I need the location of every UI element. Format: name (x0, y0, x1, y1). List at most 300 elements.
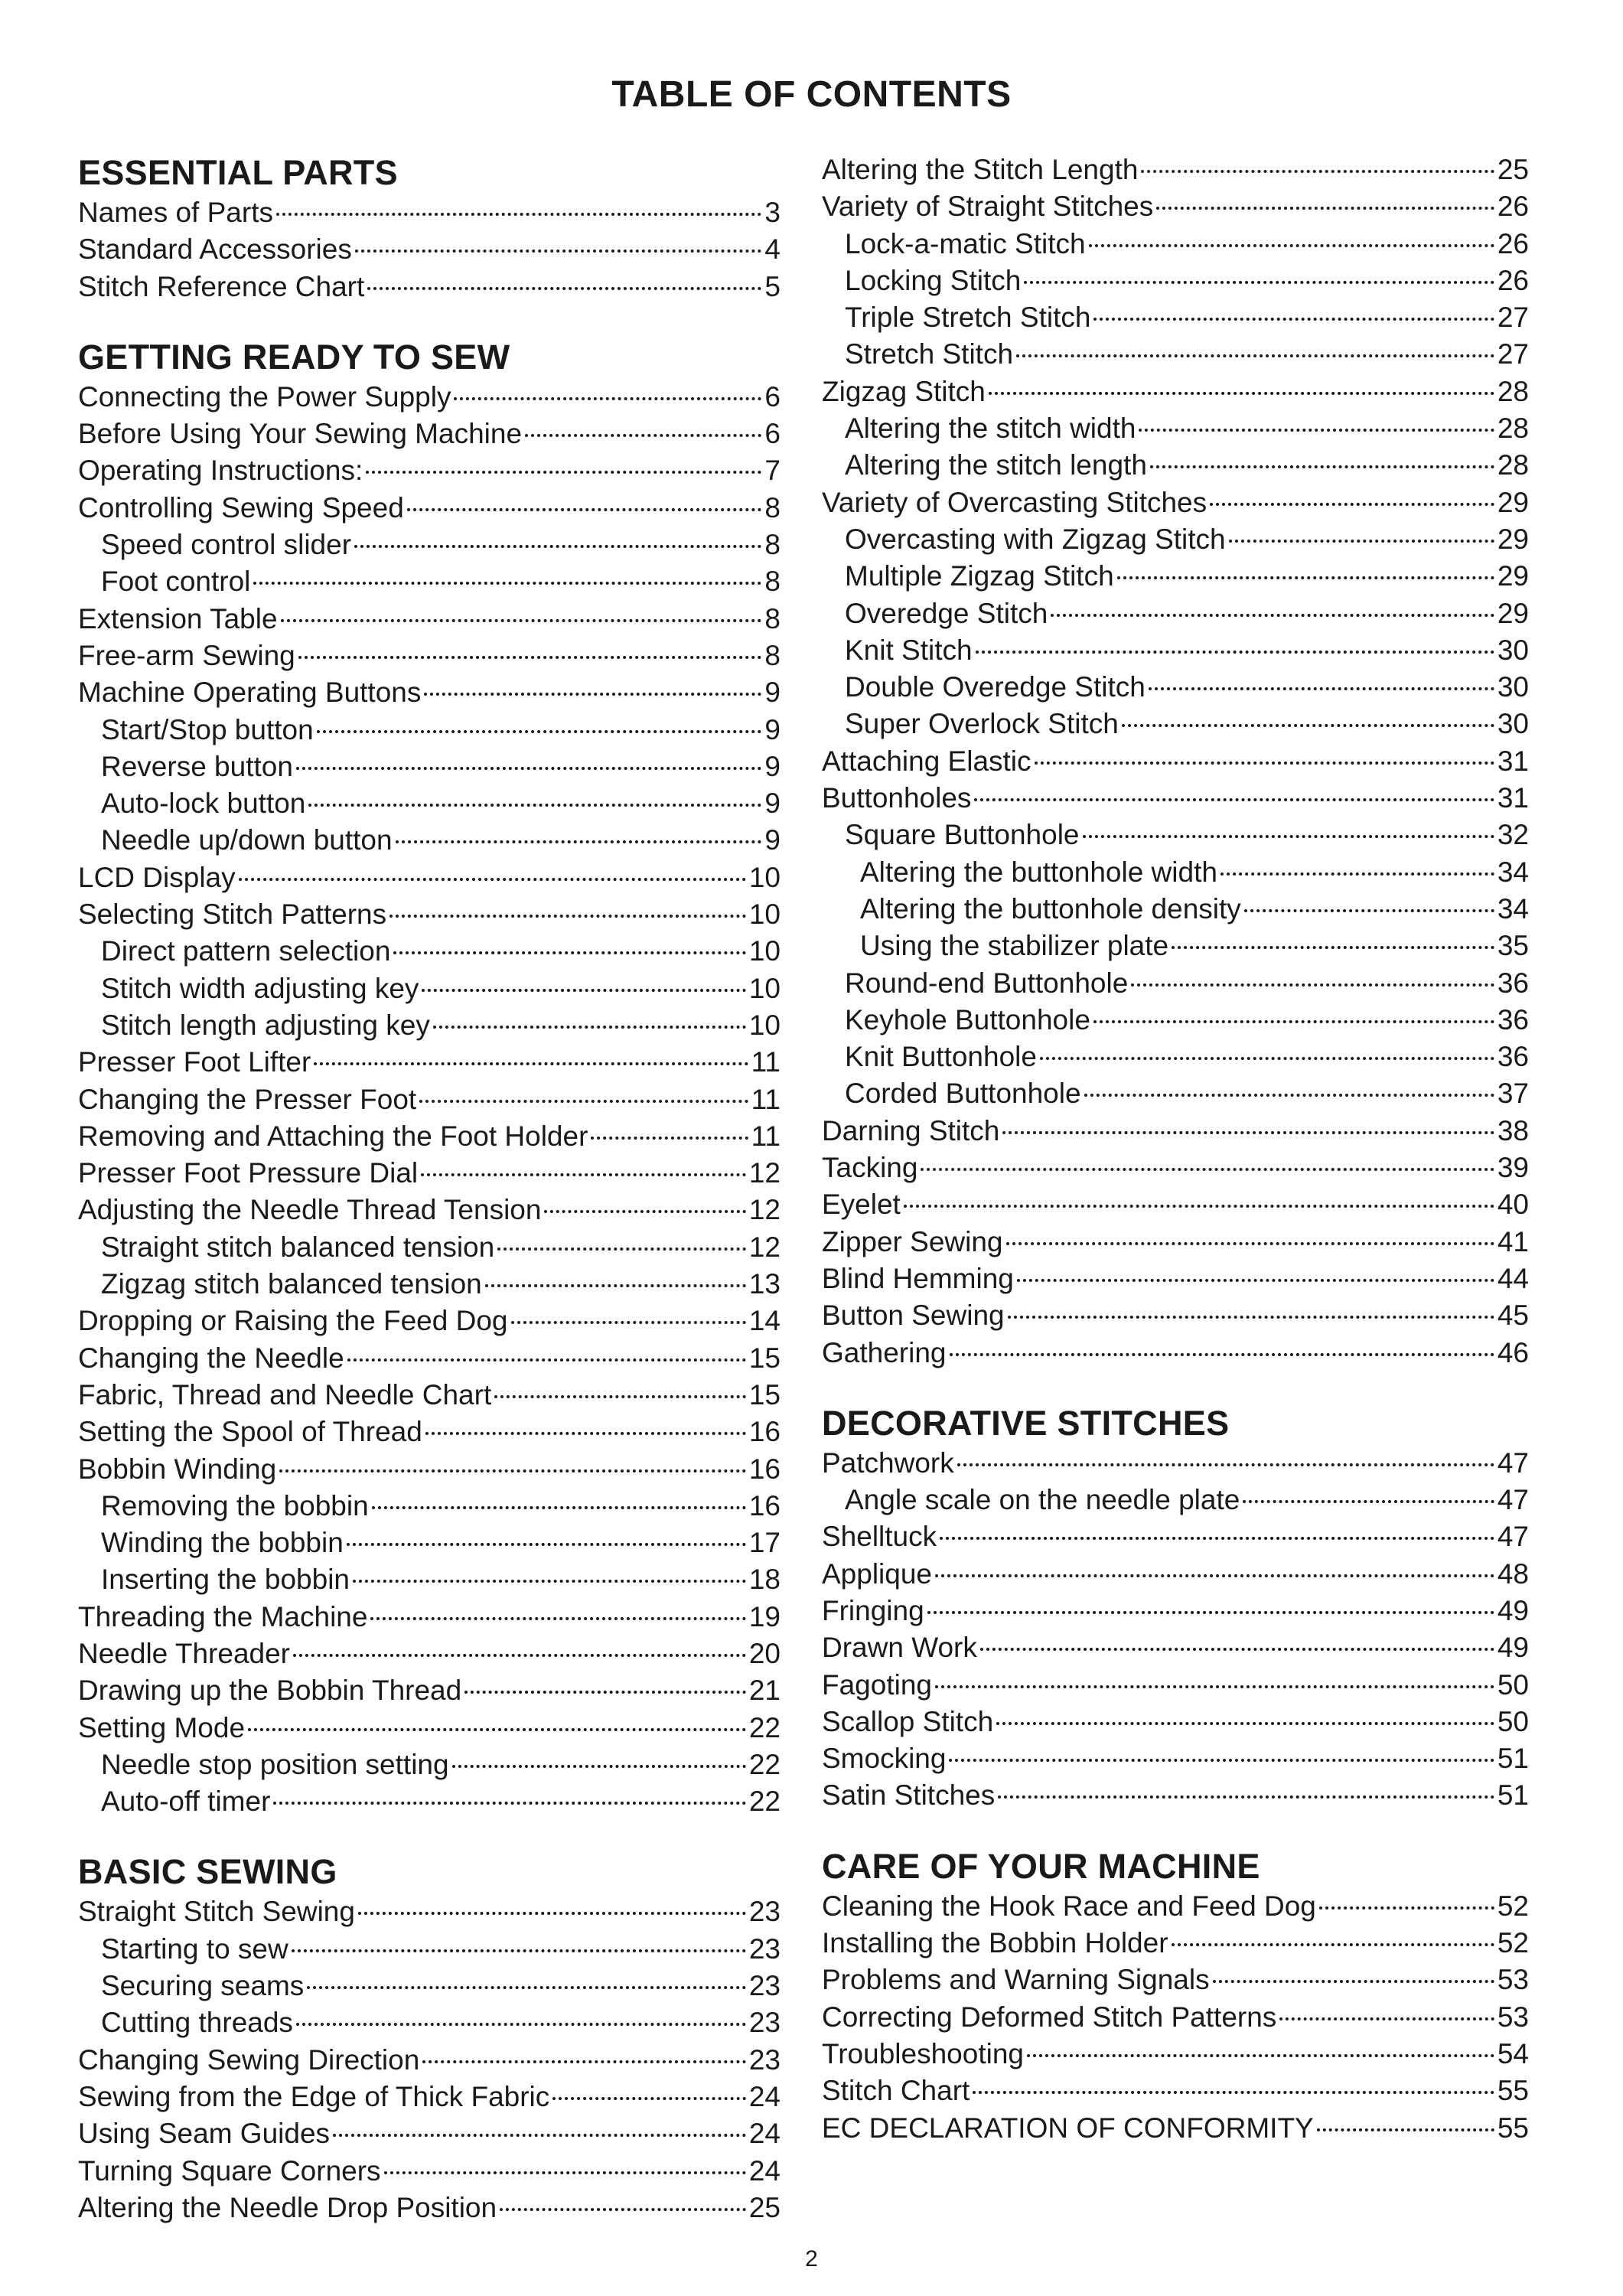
toc-entry-title: EC DECLARATION OF CONFORMITY (822, 2112, 1314, 2144)
toc-entry-title: Satin Stitches (822, 1779, 996, 1812)
dot-leader (422, 2060, 746, 2063)
dot-leader (308, 804, 761, 807)
page-title: TABLE OF CONTENTS (611, 74, 1012, 115)
toc-entry-page: 10 (748, 972, 781, 1004)
toc-entry[interactable] (822, 1740, 1529, 1777)
toc-entry-page: 50 (1497, 1668, 1529, 1701)
toc-entry-page: 47 (1497, 1446, 1529, 1479)
toc-entry[interactable] (822, 2110, 1529, 2147)
toc-entry[interactable] (822, 447, 1529, 484)
toc-entry[interactable] (822, 1667, 1529, 1704)
toc-entry-page: 47 (1497, 1521, 1529, 1553)
toc-entry-page: 49 (1497, 1594, 1529, 1626)
dot-leader (552, 2097, 746, 2100)
toc-entry[interactable] (822, 817, 1529, 853)
dot-leader (358, 1912, 746, 1915)
toc-entry-title: Straight Stitch Sewing (78, 1896, 355, 1928)
toc-entry-title: Altering the buttonhole density (860, 892, 1241, 925)
toc-entry-page: 52 (1497, 1927, 1529, 1959)
toc-entry-page: 8 (764, 529, 781, 561)
toc-entry[interactable] (822, 928, 1529, 964)
dot-leader (1093, 1020, 1494, 1023)
dot-leader (298, 656, 762, 659)
toc-entry-title: Lock-a-matic Stitch (845, 227, 1086, 259)
toc-entry-page: 55 (1497, 2075, 1529, 2107)
toc-entry[interactable] (822, 373, 1529, 410)
toc-entry[interactable] (78, 933, 781, 970)
toc-entry-page: 12 (748, 1194, 781, 1226)
toc-entry[interactable] (822, 263, 1529, 299)
dot-leader (1017, 1279, 1494, 1282)
toc-entry-page: 55 (1497, 2112, 1529, 2144)
toc-entry-title: Attaching Elastic (822, 745, 1031, 777)
toc-entry-title: Presser Foot Lifter (78, 1046, 311, 1078)
toc-entry[interactable] (822, 2036, 1529, 2073)
toc-entry-title: Threading the Machine (78, 1600, 368, 1632)
toc-entry-page: 11 (751, 1046, 781, 1078)
toc-entry-page: 9 (764, 713, 781, 745)
dot-leader (1002, 1131, 1494, 1134)
toc-entry[interactable] (822, 1297, 1529, 1334)
toc-entry[interactable] (78, 822, 781, 859)
toc-entry-page: 36 (1497, 1041, 1529, 1073)
dot-leader (1089, 244, 1494, 247)
toc-entry[interactable] (78, 2153, 781, 2190)
toc-entry[interactable] (78, 269, 781, 305)
toc-entry-title: Square Buttonhole (845, 819, 1080, 851)
toc-entry[interactable] (78, 1931, 781, 1968)
dot-leader (1008, 1316, 1494, 1319)
toc-entry-page: 10 (748, 935, 781, 967)
toc-entry[interactable] (822, 891, 1529, 928)
toc-entry[interactable] (822, 1445, 1529, 1482)
toc-entry[interactable] (822, 1150, 1529, 1186)
toc-entry-page: 29 (1497, 523, 1529, 555)
toc-entry[interactable] (822, 1518, 1529, 1555)
toc-entry-page: 29 (1497, 597, 1529, 629)
dot-leader (921, 1168, 1494, 1171)
toc-entry-title: Auto-off timer (101, 1786, 271, 1818)
dot-leader (384, 2171, 746, 2174)
toc-entry[interactable] (78, 1636, 781, 1672)
toc-entry-page: 20 (748, 1637, 781, 1669)
toc-entry-title: Dropping or Raising the Feed Dog (78, 1305, 508, 1337)
dot-leader (424, 693, 761, 696)
toc-entry[interactable] (822, 1002, 1529, 1039)
toc-entry[interactable] (822, 152, 1529, 188)
toc-entry[interactable] (78, 231, 781, 268)
toc-entry-title: Removing and Attaching the Foot Holder (78, 1120, 588, 1152)
toc-entry[interactable] (822, 1482, 1529, 1518)
toc-entry[interactable] (822, 632, 1529, 669)
toc-entry-title: Drawing up the Bobbin Thread (78, 1675, 462, 1707)
toc-entry[interactable] (78, 1229, 781, 1266)
dot-leader (1084, 1094, 1494, 1097)
toc-entry-title: Using the stabilizer plate (860, 930, 1169, 962)
toc-entry[interactable] (822, 1962, 1529, 1998)
dot-leader (494, 1395, 746, 1398)
dot-leader (1279, 2017, 1494, 2020)
toc-entry-title: Cutting threads (101, 2007, 293, 2039)
toc-entry-page: 31 (1497, 782, 1529, 814)
toc-entry[interactable] (78, 1968, 781, 2004)
toc-entry-title: Speed control slider (101, 529, 352, 561)
toc-entry[interactable] (822, 965, 1529, 1002)
toc-entry-title: Turning Square Corners (78, 2154, 381, 2187)
toc-entry-page: 6 (764, 380, 781, 413)
toc-entry[interactable] (822, 410, 1529, 447)
toc-entry-title: Bobbin Winding (78, 1453, 277, 1485)
toc-entry-page: 23 (748, 2007, 781, 2039)
toc-entry-page: 10 (748, 1009, 781, 1041)
toc-entry[interactable] (78, 1746, 781, 1783)
toc-left-column (78, 152, 781, 2226)
toc-entry[interactable] (822, 1556, 1529, 1593)
toc-entry-title: Operating Instructions: (78, 455, 363, 487)
toc-entry[interactable] (78, 379, 781, 416)
toc-entry[interactable] (78, 1266, 781, 1303)
toc-entry[interactable] (78, 601, 781, 638)
toc-entry[interactable] (822, 595, 1529, 632)
dot-leader (433, 1026, 746, 1029)
toc-entry-page: 29 (1497, 560, 1529, 592)
toc-entry-page: 44 (1497, 1262, 1529, 1294)
toc-entry[interactable] (822, 1224, 1529, 1261)
toc-entry-title: Patchwork (822, 1446, 954, 1479)
toc-entry-page: 41 (1497, 1225, 1529, 1257)
dot-leader (1221, 872, 1494, 876)
toc-entry-page: 11 (751, 1120, 781, 1152)
toc-entry-title: Removing the bobbin (101, 1489, 369, 1521)
dot-leader (511, 1321, 746, 1324)
toc-entry[interactable] (822, 1999, 1529, 2036)
toc-entry[interactable] (78, 1561, 781, 1598)
toc-entry-title: Altering the Needle Drop Position (78, 2191, 497, 2223)
toc-entry[interactable] (822, 1186, 1529, 1223)
toc-entry[interactable] (822, 1629, 1529, 1666)
toc-entry[interactable] (78, 194, 781, 231)
dot-leader (454, 397, 761, 400)
toc-entry-page: 37 (1497, 1078, 1529, 1110)
dot-leader (1035, 762, 1494, 765)
toc-entry[interactable] (78, 2042, 781, 2079)
toc-entry-title: Shelltuck (822, 1521, 937, 1553)
toc-entry-page: 51 (1497, 1779, 1529, 1812)
toc-entry[interactable] (822, 1335, 1529, 1371)
toc-entry-page: 16 (748, 1489, 781, 1521)
toc-entry-page: 4 (764, 233, 781, 266)
toc-entry[interactable] (822, 188, 1529, 225)
toc-entry-title: Blind Hemming (822, 1262, 1014, 1294)
dot-leader (976, 651, 1494, 654)
toc-entry-page: 40 (1497, 1189, 1529, 1221)
dot-leader (248, 1728, 746, 1731)
dot-leader (367, 287, 761, 290)
toc-entry-title: Straight stitch balanced tension (101, 1231, 495, 1263)
dot-leader (464, 1691, 746, 1694)
toc-entry[interactable] (822, 1039, 1529, 1075)
toc-entry-page: 15 (748, 1342, 781, 1374)
toc-entry-title: Reverse button (101, 750, 293, 782)
dot-leader (935, 1685, 1494, 1688)
dot-leader (1172, 1943, 1494, 1946)
toc-entry-page: 47 (1497, 1484, 1529, 1516)
toc-entry-page: 19 (748, 1600, 781, 1632)
toc-entry-title: LCD Display (78, 861, 236, 893)
dot-leader (1319, 1906, 1494, 1910)
toc-entry-title: Fagoting (822, 1668, 932, 1701)
toc-entry[interactable] (78, 1893, 781, 1930)
dot-leader (500, 2208, 746, 2211)
dot-leader (1149, 687, 1494, 690)
toc-entry[interactable] (78, 1340, 781, 1377)
toc-entry-page: 8 (764, 566, 781, 598)
toc-entry-title: Setting Mode (78, 1711, 246, 1743)
toc-entry-page: 3 (764, 197, 781, 228)
toc-entry[interactable] (78, 2004, 781, 2041)
toc-entry-page: 31 (1497, 745, 1529, 777)
toc-entry[interactable] (78, 859, 781, 896)
toc-entry[interactable] (78, 416, 781, 452)
toc-entry-page: 25 (1497, 154, 1529, 185)
toc-entry-title: Presser Foot Pressure Dial (78, 1157, 419, 1189)
toc-entry[interactable] (78, 748, 781, 785)
toc-entry-title: Overedge Stitch (845, 597, 1048, 629)
page-number: 2 (805, 2246, 818, 2272)
toc-entry[interactable] (78, 2079, 781, 2115)
toc-entry-page: 39 (1497, 1152, 1529, 1184)
toc-entry-title: Inserting the bobbin (101, 1564, 350, 1596)
toc-entry-title: Darning Stitch (822, 1114, 1000, 1146)
dot-leader (1317, 2128, 1494, 2131)
dot-leader (998, 1795, 1494, 1799)
dot-leader (396, 840, 762, 843)
dot-leader (292, 1949, 746, 1952)
dot-leader (1006, 1242, 1494, 1245)
toc-entry-title: Needle stop position setting (101, 1748, 449, 1780)
toc-entry[interactable] (78, 896, 781, 933)
toc-entry-title: Multiple Zigzag Stitch (845, 560, 1114, 592)
toc-entry-title: Securing seams (101, 1970, 305, 2002)
dot-leader (1093, 318, 1494, 321)
dot-leader (425, 1432, 746, 1435)
toc-entry-page: 35 (1497, 930, 1529, 962)
toc-entry-title: Zigzag stitch balanced tension (101, 1268, 482, 1300)
toc-entry[interactable] (822, 743, 1529, 780)
toc-entry[interactable] (78, 1007, 781, 1044)
toc-entry-page: 8 (764, 491, 781, 523)
toc-entry-page: 53 (1497, 1964, 1529, 1996)
dot-leader (407, 508, 762, 511)
toc-entry-title: Fringing (822, 1594, 924, 1626)
toc-entry-title: Stretch Stitch (845, 338, 1014, 370)
toc-entry[interactable] (78, 2190, 781, 2226)
toc-entry[interactable] (822, 1777, 1529, 1814)
toc-entry-title: Needle Threader (78, 1637, 290, 1669)
toc-entry-title: Locking Stitch (845, 264, 1022, 296)
toc-entry-page: 46 (1497, 1336, 1529, 1368)
toc-entry-page: 36 (1497, 1003, 1529, 1035)
toc-entry[interactable] (822, 1261, 1529, 1297)
toc-entry-page: 22 (748, 1786, 781, 1818)
toc-entry-page: 49 (1497, 1632, 1529, 1664)
toc-entry[interactable] (78, 2115, 781, 2152)
toc-right-column (822, 152, 1529, 2147)
toc-entry[interactable] (78, 452, 781, 489)
dot-leader (1040, 1057, 1494, 1060)
toc-entry[interactable] (822, 780, 1529, 817)
toc-entry[interactable] (78, 1414, 781, 1450)
toc-entry-page: 9 (764, 750, 781, 782)
toc-entry-page: 15 (748, 1378, 781, 1411)
toc-entry[interactable] (822, 1888, 1529, 1925)
toc-entry[interactable] (78, 638, 781, 674)
toc-entry[interactable] (78, 1451, 781, 1488)
toc-entry-title: Stitch Reference Chart (78, 270, 365, 302)
dot-leader (525, 434, 761, 437)
toc-entry[interactable] (78, 1192, 781, 1228)
dot-leader (485, 1284, 746, 1287)
dot-leader (279, 1469, 746, 1473)
toc-entry[interactable] (822, 558, 1529, 595)
dot-leader (1139, 429, 1494, 432)
toc-entry-title: Correcting Deformed Stitch Patterns (822, 2001, 1277, 2033)
toc-entry[interactable] (822, 484, 1529, 521)
toc-entry-page: 26 (1497, 191, 1529, 223)
toc-entry[interactable] (822, 1113, 1529, 1150)
toc-entry-title: Free-arm Sewing (78, 639, 295, 671)
dot-leader (1117, 576, 1494, 579)
dot-leader (949, 1759, 1494, 1762)
dot-leader (904, 1205, 1494, 1208)
dot-leader (370, 1617, 745, 1620)
toc-entry-page: 17 (748, 1527, 781, 1559)
toc-entry[interactable] (78, 490, 781, 527)
toc-entry[interactable] (78, 1783, 781, 1820)
toc-entry-page: 27 (1497, 302, 1529, 334)
toc-entry[interactable] (78, 1044, 781, 1081)
dot-leader (974, 798, 1494, 801)
section-heading-getting-ready-to-sew: GETTING READY TO SEW (78, 337, 510, 377)
dot-leader (1210, 503, 1494, 506)
dot-leader (950, 1353, 1494, 1356)
toc-entry-page: 10 (748, 899, 781, 931)
toc-entry-page: 27 (1497, 338, 1529, 370)
toc-entry[interactable] (78, 1672, 781, 1709)
toc-entry[interactable] (78, 1118, 781, 1155)
toc-entry-page: 23 (748, 1970, 781, 2002)
toc-entry[interactable] (78, 1599, 781, 1636)
toc-entry-page: 7 (764, 455, 781, 487)
toc-entry[interactable] (78, 1155, 781, 1192)
toc-entry[interactable] (822, 521, 1529, 558)
toc-entry-title: Angle scale on the needle plate (845, 1484, 1240, 1516)
toc-entry-page: 6 (764, 418, 781, 450)
toc-entry[interactable] (822, 226, 1529, 263)
dot-leader (1244, 909, 1494, 912)
toc-entry[interactable] (822, 299, 1529, 336)
toc-entry-title: Altering the Stitch Length (822, 154, 1139, 185)
toc-entry-title: Starting to sew (101, 1932, 288, 1965)
toc-entry-page: 28 (1497, 413, 1529, 445)
toc-entry-title: Fabric, Thread and Needle Chart (78, 1378, 492, 1411)
toc-entry[interactable] (78, 1525, 781, 1561)
toc-entry-page: 30 (1497, 671, 1529, 703)
toc-entry[interactable] (78, 674, 781, 711)
toc-entry-page: 38 (1497, 1114, 1529, 1146)
toc-entry-page: 22 (748, 1748, 781, 1780)
dot-leader (497, 1247, 746, 1251)
toc-entry[interactable] (822, 1075, 1529, 1112)
toc-entry-title: Keyhole Buttonhole (845, 1003, 1090, 1035)
toc-entry[interactable] (78, 712, 781, 748)
dot-leader (452, 1765, 746, 1768)
toc-entry[interactable] (78, 1303, 781, 1339)
dot-leader (422, 989, 745, 992)
dot-leader (1027, 2054, 1494, 2057)
dot-leader (347, 1358, 746, 1362)
toc-entry-page: 13 (748, 1268, 781, 1300)
toc-entry[interactable] (822, 1593, 1529, 1629)
dot-leader (393, 951, 745, 954)
toc-entry-title: Changing the Needle (78, 1342, 344, 1374)
dot-leader (1122, 724, 1494, 727)
toc-entry-title: Winding the bobbin (101, 1527, 344, 1559)
toc-entry[interactable] (78, 527, 781, 563)
toc-entry[interactable] (822, 1704, 1529, 1740)
toc-entry-page: 26 (1497, 264, 1529, 296)
dot-leader (421, 1173, 746, 1176)
dot-leader (996, 1722, 1494, 1725)
toc-entry-title: Sewing from the Edge of Thick Fabric (78, 2080, 550, 2112)
toc-entry-title: Direct pattern selection (101, 935, 391, 967)
toc-entry[interactable] (78, 970, 781, 1007)
toc-entry-title: Cleaning the Hook Race and Feed Dog (822, 1890, 1316, 1922)
toc-entry[interactable] (78, 785, 781, 822)
toc-entry[interactable] (78, 1081, 781, 1118)
toc-entry-page: 9 (764, 788, 781, 820)
dot-leader (1229, 540, 1494, 543)
toc-entry-page: 26 (1497, 227, 1529, 259)
toc-entry[interactable] (822, 2073, 1529, 2109)
toc-entry[interactable] (78, 563, 781, 600)
toc-entry-title: Overcasting with Zigzag Stitch (845, 523, 1226, 555)
toc-entry-title: Machine Operating Buttons (78, 677, 422, 709)
toc-entry[interactable] (78, 1710, 781, 1746)
toc-entry-title: Start/Stop button (101, 713, 314, 745)
toc-entry-title: Using Seam Guides (78, 2118, 331, 2150)
toc-entry-title: Adjusting the Needle Thread Tension (78, 1194, 542, 1226)
toc-entry-title: Names of Parts (78, 197, 273, 228)
toc-entry-page: 24 (748, 2118, 781, 2150)
toc-entry[interactable] (822, 669, 1529, 706)
toc-entry-page: 54 (1497, 2037, 1529, 2069)
dot-leader (347, 1543, 746, 1546)
toc-entry[interactable] (822, 854, 1529, 891)
toc-entry-title: Knit Buttonhole (845, 1041, 1037, 1073)
toc-entry-title: Stitch Chart (822, 2075, 970, 2107)
toc-entry-page: 11 (751, 1083, 781, 1115)
toc-entry[interactable] (822, 1925, 1529, 1962)
toc-entry-title: Foot control (101, 566, 251, 598)
toc-entry[interactable] (822, 706, 1529, 742)
toc-entry-page: 23 (748, 1896, 781, 1928)
toc-entry-title: Applique (822, 1557, 933, 1590)
toc-entry[interactable] (822, 336, 1529, 373)
toc-entry[interactable] (78, 1377, 781, 1414)
toc-entry-page: 52 (1497, 1890, 1529, 1922)
toc-entry[interactable] (78, 1488, 781, 1525)
